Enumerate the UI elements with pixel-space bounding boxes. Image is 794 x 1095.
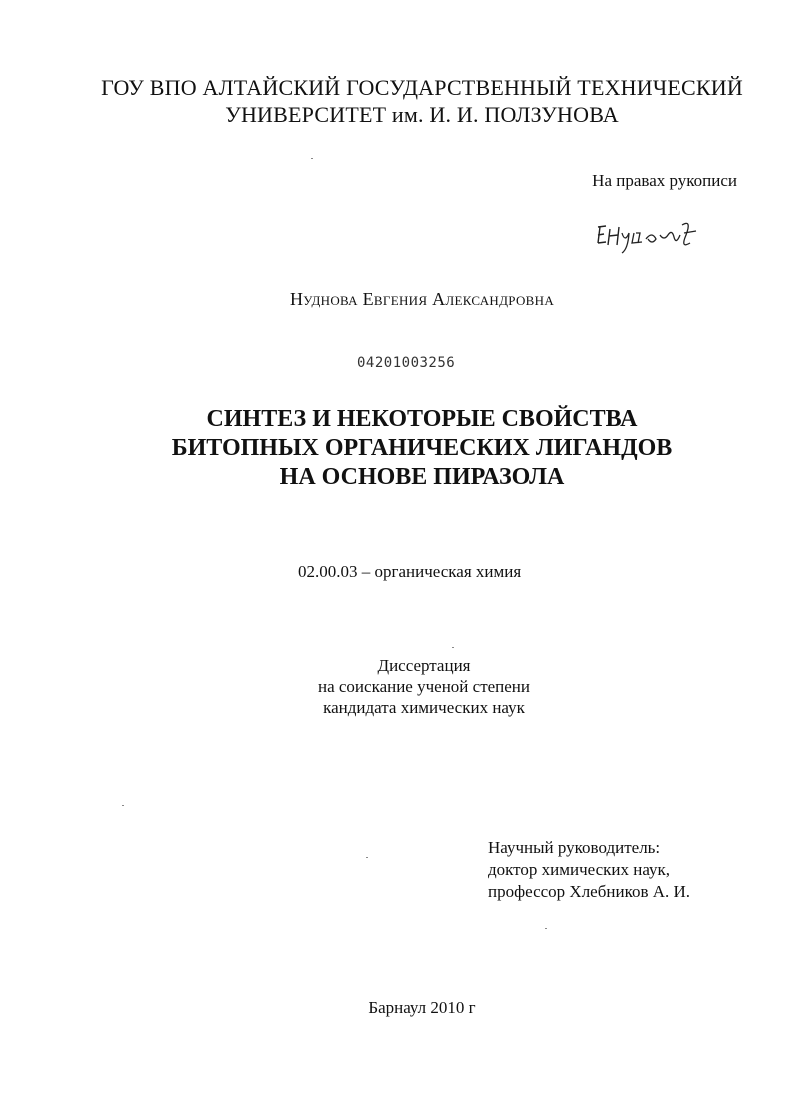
manuscript-rights-note: На правах рукописи bbox=[592, 171, 737, 190]
institution-line-2: УНИВЕРСИТЕТ им. И. И. ПОЛЗУНОВА bbox=[225, 102, 619, 127]
title-line-1: СИНТЕЗ И НЕКОТОРЫЕ СВОЙСТВА bbox=[206, 406, 638, 432]
thesis-line-1: Диссертация bbox=[377, 656, 471, 675]
specialty-code: 02.00.03 – органическая химия bbox=[298, 562, 522, 581]
scientific-supervisor bbox=[488, 837, 690, 903]
scan-speck bbox=[122, 805, 124, 806]
author-name: Нуднова Евгения Александровна bbox=[289, 289, 555, 309]
handwritten-signature bbox=[592, 215, 702, 255]
city-year: Барнаул 2010 г bbox=[368, 998, 476, 1017]
thesis-line-2: на соискание ученой степени bbox=[317, 677, 531, 696]
scan-speck bbox=[366, 857, 368, 858]
scan-speck bbox=[452, 647, 454, 648]
institution-line-1: ГОУ ВПО АЛТАЙСКИЙ ГОСУДАРСТВЕННЫЙ ТЕХНИЧЕСКИЙ bbox=[101, 75, 743, 100]
scan-speck bbox=[545, 928, 547, 929]
dissertation-title bbox=[100, 405, 744, 492]
supervisor-line-1: Научный руководитель: bbox=[488, 838, 661, 857]
scan-speck bbox=[311, 158, 313, 159]
thesis-description bbox=[280, 655, 568, 718]
supervisor-line-3: профессор Хлебников А. И. bbox=[488, 882, 691, 901]
title-line-3: НА ОСНОВЕ ПИРАЗОЛА bbox=[279, 464, 565, 490]
title-line-2: БИТОПНЫХ ОРГАНИЧЕСКИХ ЛИГАНДОВ bbox=[171, 435, 673, 461]
supervisor-line-2: доктор химических наук, bbox=[488, 860, 671, 879]
thesis-line-3: кандидата химических наук bbox=[323, 698, 525, 717]
institution-header bbox=[60, 74, 784, 130]
catalog-code: 04201003256 bbox=[357, 355, 456, 371]
